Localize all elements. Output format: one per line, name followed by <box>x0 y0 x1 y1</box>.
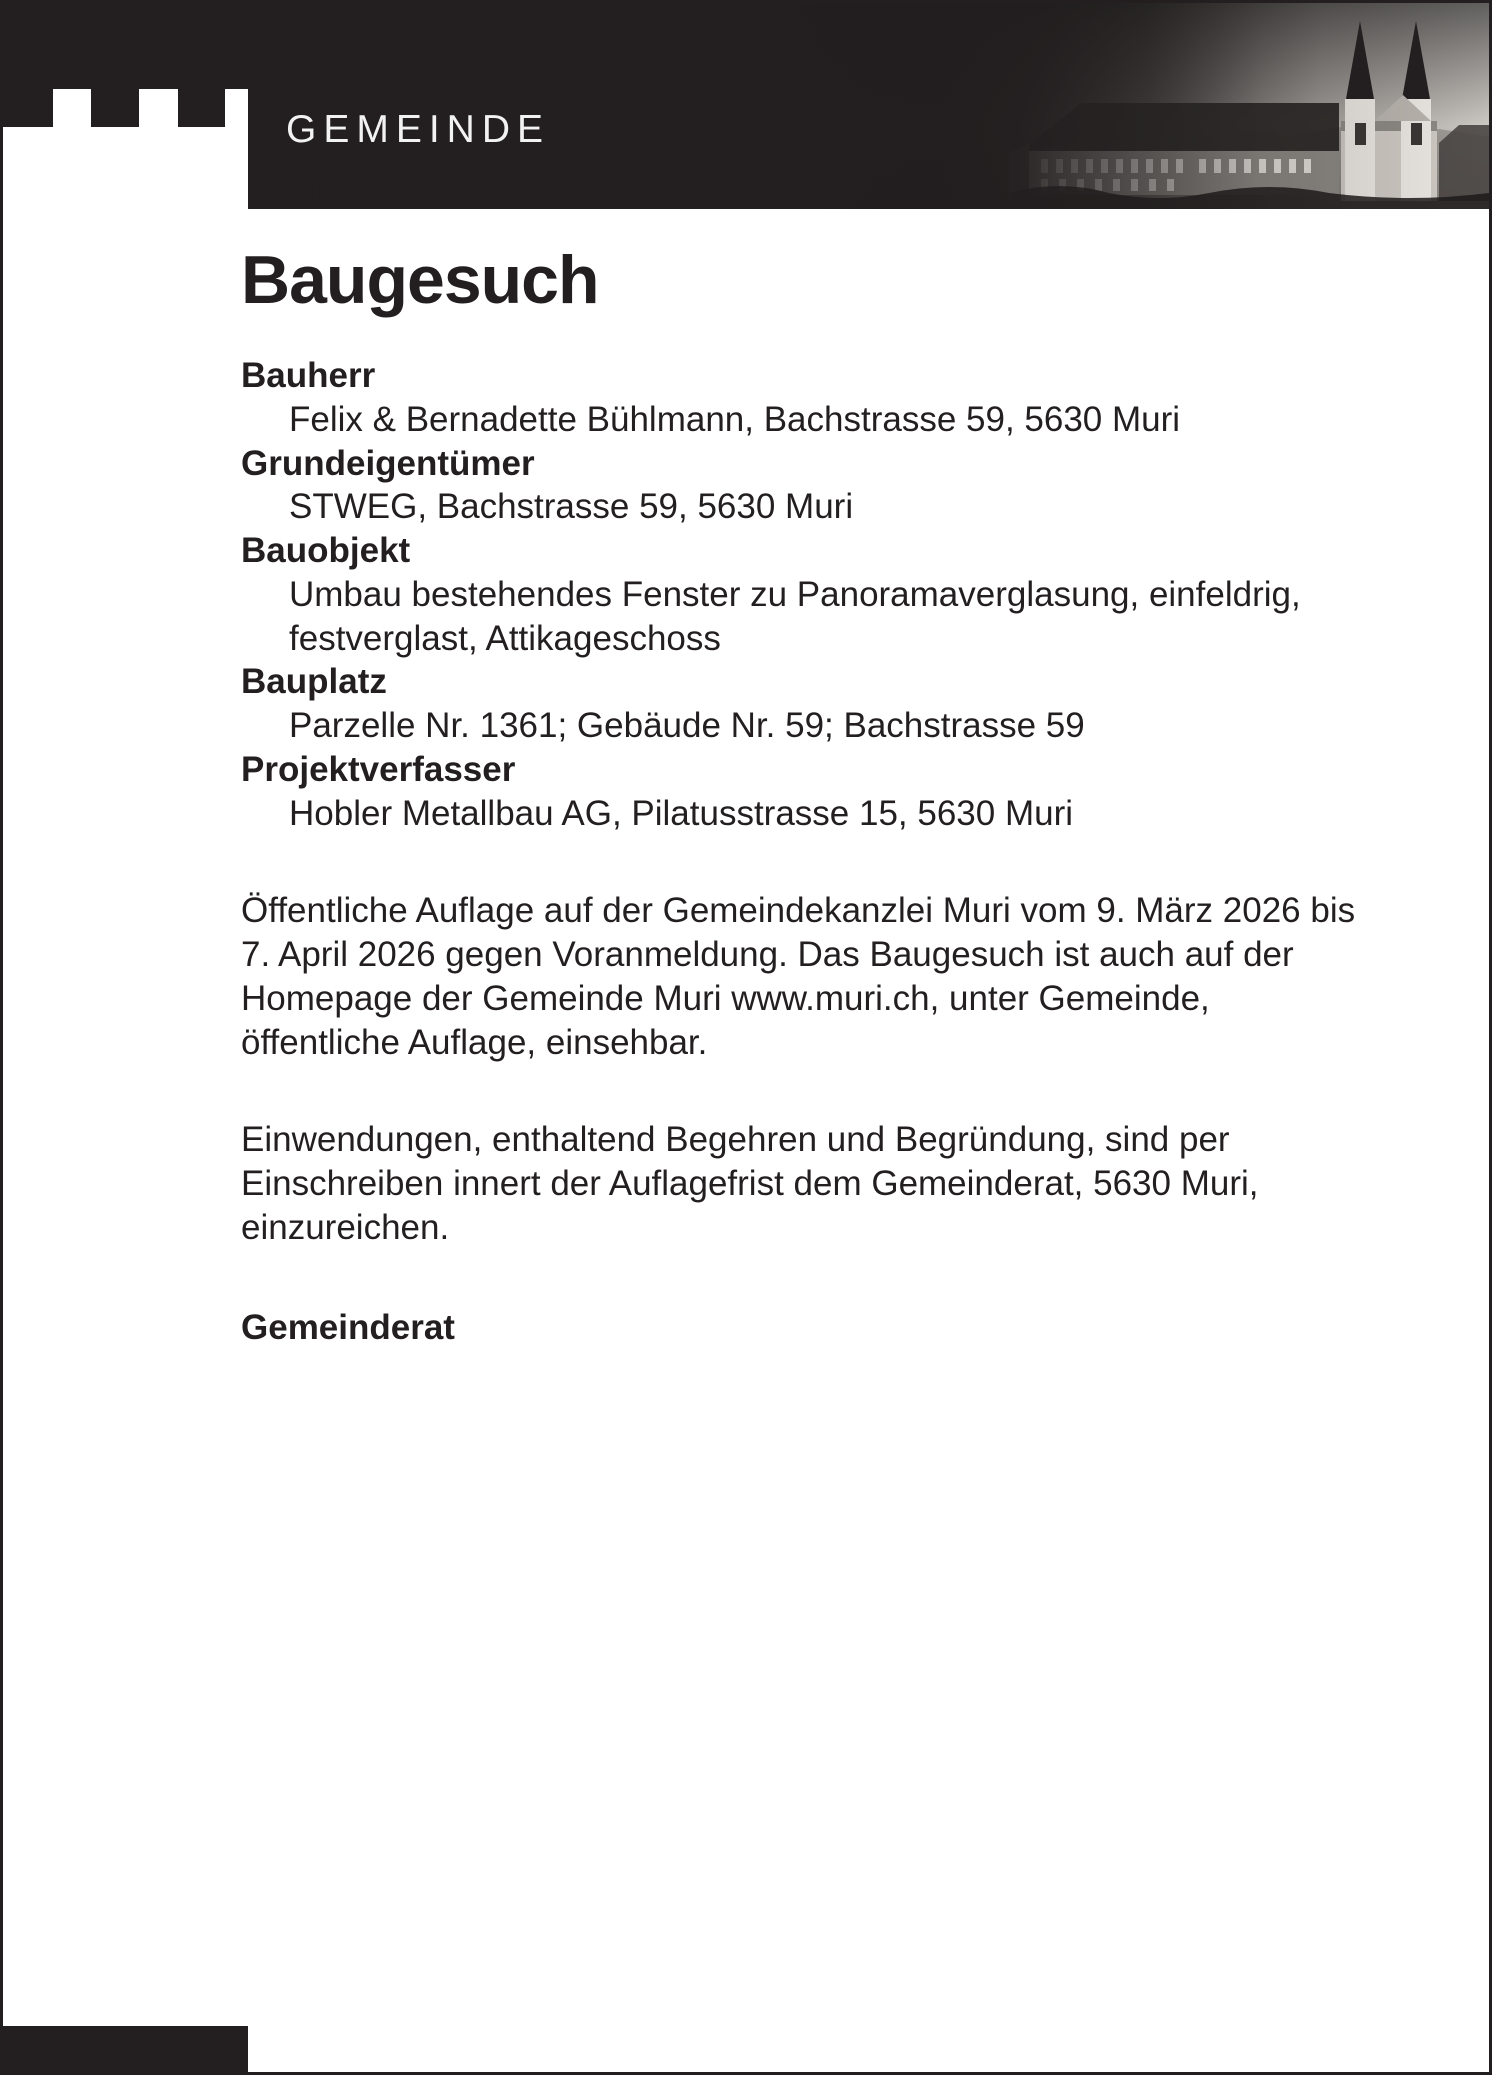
header-banner <box>3 3 1489 209</box>
notice-content <box>241 242 1361 1349</box>
field-value-grundeigentuemer: STWEG, Bachstrasse 59, 5630 Muri <box>289 487 854 527</box>
battlement-notch-2-icon <box>139 89 178 127</box>
logo-word-muri: MURI <box>286 168 422 215</box>
page-title: Baugesuch <box>241 242 599 318</box>
objections-paragraph: Einwendungen, enthaltend Begehren und Begründung, sind per Einschreiben innert der Auflagefrist dem Gemeinderat, 5630 Muri, einzureichen. <box>241 1120 1259 1247</box>
signature-gemeinderat: Gemeinderat <box>241 1307 455 1347</box>
field-label-bauherr: Bauherr <box>241 356 376 395</box>
field-label-projektverfasser: Projektverfasser <box>241 749 516 789</box>
field-label-bauplatz: Bauplatz <box>241 662 387 702</box>
field-value-projektverfasser: Hobler Metallbau AG, Pilatusstrasse 15, 5630 Muri <box>289 793 1073 833</box>
field-value-bauherr: Felix & Bernadette Bühlmann, Bachstrasse 59, 5630 Muri <box>289 399 1181 439</box>
battlement-notch-3-icon <box>225 89 248 127</box>
field-label-grundeigentuemer: Grundeigentümer <box>241 443 535 483</box>
public-inspection-paragraph: Öffentliche Auflage auf der Gemeindekanzlei Muri vom 9. März 2026 bis 7. April 2026 gegen Voranmeldung. Das Baugesuch ist auch auf der Homepage der Gemeinde Muri www.muri.ch, unter Gemeinde, öffentliche Auflage, einsehbar. <box>241 891 1356 1062</box>
field-list <box>241 354 1361 835</box>
kloster-muri-photo <box>729 3 1489 209</box>
logo-word-gemeinde: GEMEINDE <box>286 108 551 151</box>
field-value-bauplatz: Parzelle Nr. 1361; Gebäude Nr. 59; Bachstrasse 59 <box>289 706 1085 745</box>
battlement-notch-1-icon <box>53 89 91 127</box>
field-label-bauobjekt: Bauobjekt <box>241 531 411 570</box>
field-value-bauobjekt: Umbau bestehendes Fenster zu Panoramaverglasung, einfeldrig, festverglast, Attikageschoss <box>289 574 1301 658</box>
footer-black-bar <box>3 2026 248 2072</box>
logo-white-base <box>3 127 248 209</box>
